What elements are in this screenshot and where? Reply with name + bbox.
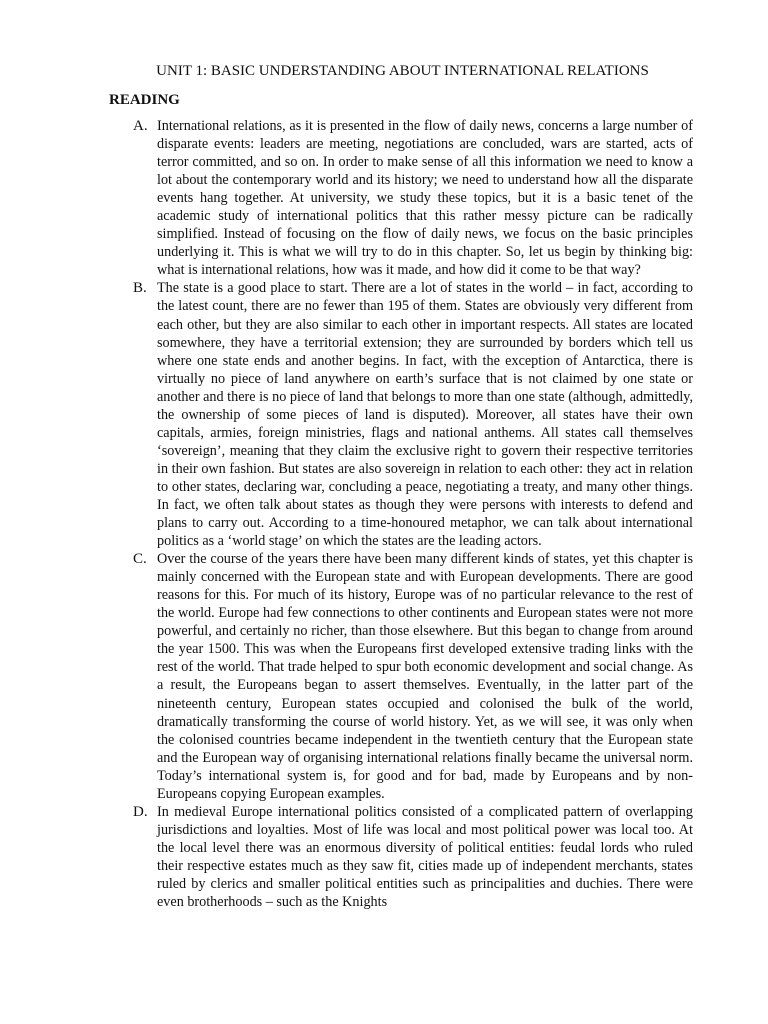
paragraph-c — [0, 550, 768, 803]
unit-title: UNIT 1: BASIC UNDERSTANDING ABOUT INTERNATIONAL RELATIONS — [156, 63, 649, 79]
paragraph-b — [0, 279, 768, 550]
paragraph-marker: B. — [133, 280, 147, 297]
paragraph-list — [0, 117, 768, 911]
paragraph-text: In medieval Europe international politics consisted of a complicated pattern of overlapping jurisdictions and loyalties. Most of life was local and most political power was local too. At the local level there was an enormous diversity of political entities: feudal lords who ruled their respective estates much as they saw fit, cities made up of independent merchants, states ruled by clerics and smaller political entities such as principalities and duchies. There were even brotherhoods – such as the Knights — [157, 803, 693, 911]
paragraph-text: The state is a good place to start. There are a lot of states in the world – in fact, according to the latest count, there are no fewer than 195 of them. States are obviously very different from each other, but they are also similar to each other in important respects. All states are located somewhere, they have a territorial extension; they are surrounded by borders which tell us where one state ends and another begins. In fact, with the exception of Antarctica, there is virtually no piece of land anywhere on earth’s surface that is not claimed by one state or another and there is no piece of land that belongs to more than one state (although, admittedly, the ownership of some pieces of land is disputed). Moreover, all states have their own capitals, armies, foreign ministries, flags and national anthems. All states call themselves ‘sovereign’, meaning that they claim the exclusive right to govern their respective territories in their own fashion. But states are also sovereign in relation to each other: they act in relation to other states, declaring war, concluding a peace, negotiating a treaty, and many other things. In fact, we often talk about states as though they were persons with interests to defend and plans to carry out. According to a time-honoured metaphor, we can talk about international politics as a ‘world stage’ on which the states are the leading actors. — [157, 280, 693, 550]
paragraph-marker: C. — [133, 551, 147, 568]
paragraph-marker: A. — [133, 118, 148, 134]
paragraph-d — [0, 803, 768, 911]
paragraph-a — [0, 117, 768, 279]
paragraph-marker: D. — [133, 803, 148, 820]
section-heading-reading: READING — [109, 92, 180, 108]
paragraph-text: Over the course of the years there have been many different kinds of states, yet this chapter is mainly concerned with the European state and with European developments. There are good reasons for this. For much of its history, Europe was of no particular relevance to the rest of the world. Europe had few connections to other continents and European states were not more powerful, and certainly no richer, than those elsewhere. But this began to change from around the year 1500. This was when the Europeans first developed extensive trading links with the rest of the world. That trade helped to spur both economic development and social change. As a result, the Europeans began to assert themselves. Eventually, in the latter part of the nineteenth century, European states occupied and colonised the bulk of the world, dramatically transforming the course of world history. Yet, as we will see, it was only when the colonised countries became independent in the twentieth century that the European state and the European way of organising international relations finally became the universal norm. Today’s international system is, for good and for bad, made by Europeans and by non-Europeans copying European examples. — [157, 551, 693, 802]
paragraph-text: International relations, as it is presented in the flow of daily news, concerns a large number of disparate events: leaders are meeting, negotiations are concluded, wars are started, acts of terror committed, and so on. In order to make sense of all this information we need to know a lot about the contemporary world and its history; we need to understand how all the disparate events hang together. At university, we study these topics, but it is a basic tenet of the academic study of international politics that this rather messy picture can be radically simplified. Instead of focusing on the flow of daily news, we focus on the basic principles underlying it. This is what we will try to do in this chapter. So, let us begin by thinking big: what is international relations, how was it made, and how did it come to be that way? — [157, 118, 693, 279]
